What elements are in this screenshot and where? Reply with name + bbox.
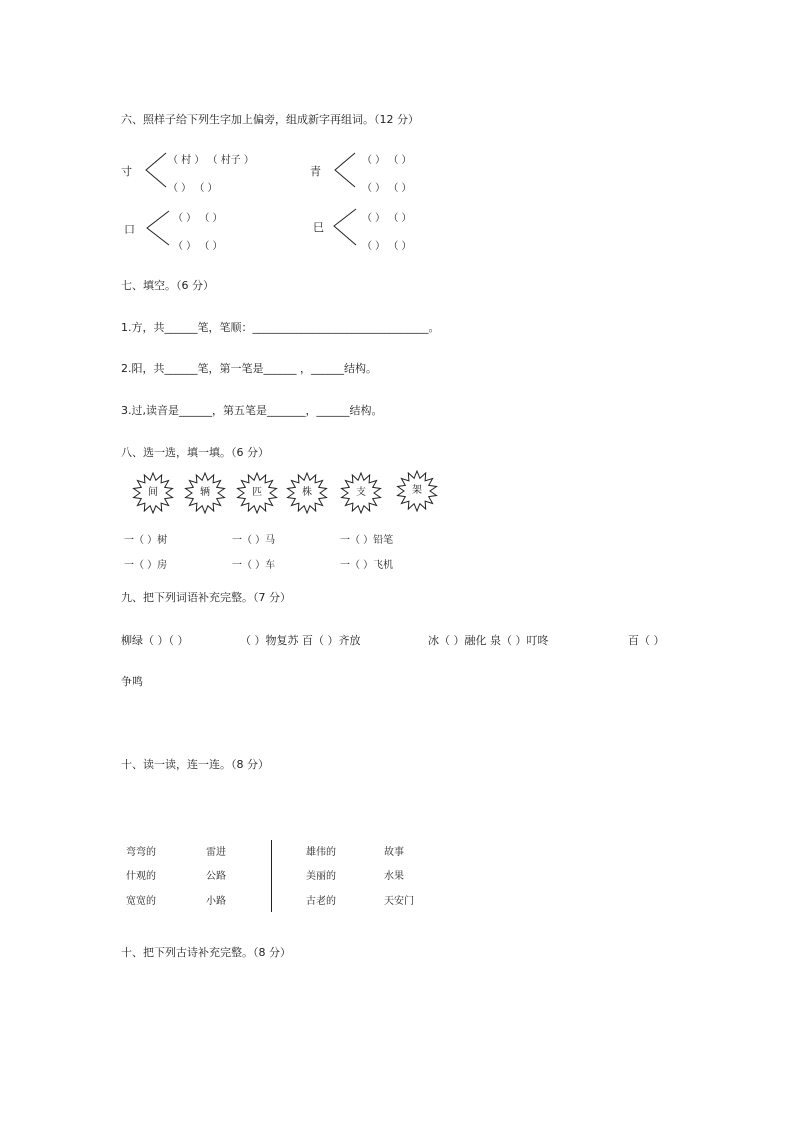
fill-row-2a: （ ） （ ） <box>362 155 412 166</box>
starburst-1 <box>132 472 174 514</box>
match-right-a-2: 美丽的 <box>306 871 336 882</box>
match-right-b-3: 天安门 <box>384 896 414 907</box>
fill-row-4a: （ ） （ ） <box>362 213 412 224</box>
match-right-b-2: 水果 <box>384 871 404 882</box>
starburst-6 <box>396 470 438 512</box>
match-left-a-1: 弯弯的 <box>126 847 156 858</box>
match-left-b-1: 雷进 <box>206 847 226 858</box>
bracket-lines-2 <box>327 150 359 190</box>
match-right-a-3: 古老的 <box>306 896 336 907</box>
idiom-fill-2: （ ）物复苏 百（ ）齐放 <box>240 634 361 647</box>
match-left-b-2: 公路 <box>206 871 226 882</box>
section-6-title: 六、照样子给下列生字加上偏旁，组成新字再组词。（12 分） <box>121 113 419 126</box>
measure-fill-5: 一（ ）车 <box>232 560 276 571</box>
match-right-b-1: 故事 <box>384 847 404 858</box>
starburst-2 <box>184 472 226 514</box>
measure-fill-3: 一（ ）铅笔 <box>340 535 394 546</box>
section-9-title: 九、把下列词语补充完整。（7 分） <box>121 591 291 604</box>
match-left-a-3: 宽宽的 <box>126 896 156 907</box>
match-right-a-1: 雄伟的 <box>306 847 336 858</box>
measure-fill-1: 一（ ）树 <box>124 535 168 546</box>
match-left-a-2: 什观的 <box>126 871 156 882</box>
bracket-lines-1 <box>138 150 170 190</box>
match-left-b-3: 小路 <box>206 896 226 907</box>
starburst-char-2: 辆 <box>200 487 210 498</box>
fill-row-1a: （ 村 ） （ 村子 ） <box>168 155 254 166</box>
section-7-title: 七、填空。（6 分） <box>121 279 214 292</box>
starburst-char-4: 株 <box>302 487 312 498</box>
match-divider <box>271 840 272 912</box>
fill-row-4b: （ ） （ ） <box>362 241 412 252</box>
starburst-4 <box>286 472 328 514</box>
fill-line-2: 2.阳，共______笔，第一笔是______ ，______结构。 <box>121 362 377 375</box>
base-char-4: 巳 <box>313 221 324 234</box>
starburst-3 <box>236 472 278 514</box>
section-10-title: 十、读一读，连一连。（8 分） <box>121 758 269 771</box>
fill-row-3a: （ ） （ ） <box>173 213 223 224</box>
bracket-lines-4 <box>328 206 360 248</box>
measure-fill-6: 一（ ）飞机 <box>340 560 394 571</box>
fill-line-1: 1.方，共______笔，笔顺：________________________________。 <box>121 321 440 334</box>
base-char-3: 口 <box>124 223 135 236</box>
starburst-char-1: 间 <box>148 487 158 498</box>
fill-row-1b: （ ） （ ） <box>168 183 218 194</box>
fill-line-3: 3.过,读音是______，第五笔是_______，______结构。 <box>121 404 383 417</box>
base-char-1: 寸 <box>121 165 132 178</box>
measure-fill-4: 一（ ）房 <box>124 560 168 571</box>
idiom-fill-1: 柳绿（ ）（ ） <box>121 634 189 647</box>
section-8-title: 八、选一选，填一填。（6 分） <box>121 446 269 459</box>
starburst-char-5: 支 <box>356 487 366 498</box>
idiom-fill-cont: 争鸣 <box>121 675 143 688</box>
idiom-fill-3: 冰（ ）融化 泉（ ）叮咚 <box>428 634 549 647</box>
fill-row-3b: （ ） （ ） <box>173 241 223 252</box>
base-char-2: 青 <box>310 165 321 178</box>
measure-fill-2: 一（ ）马 <box>232 535 276 546</box>
idiom-fill-4: 百（ ） <box>628 634 665 647</box>
fill-row-2b: （ ） （ ） <box>362 183 412 194</box>
section-11-title: 十、把下列古诗补充完整。（8 分） <box>121 946 291 959</box>
starburst-char-6: 架 <box>412 485 422 496</box>
starburst-char-3: 匹 <box>252 487 262 498</box>
starburst-5 <box>340 472 382 514</box>
bracket-lines-3 <box>141 208 173 248</box>
